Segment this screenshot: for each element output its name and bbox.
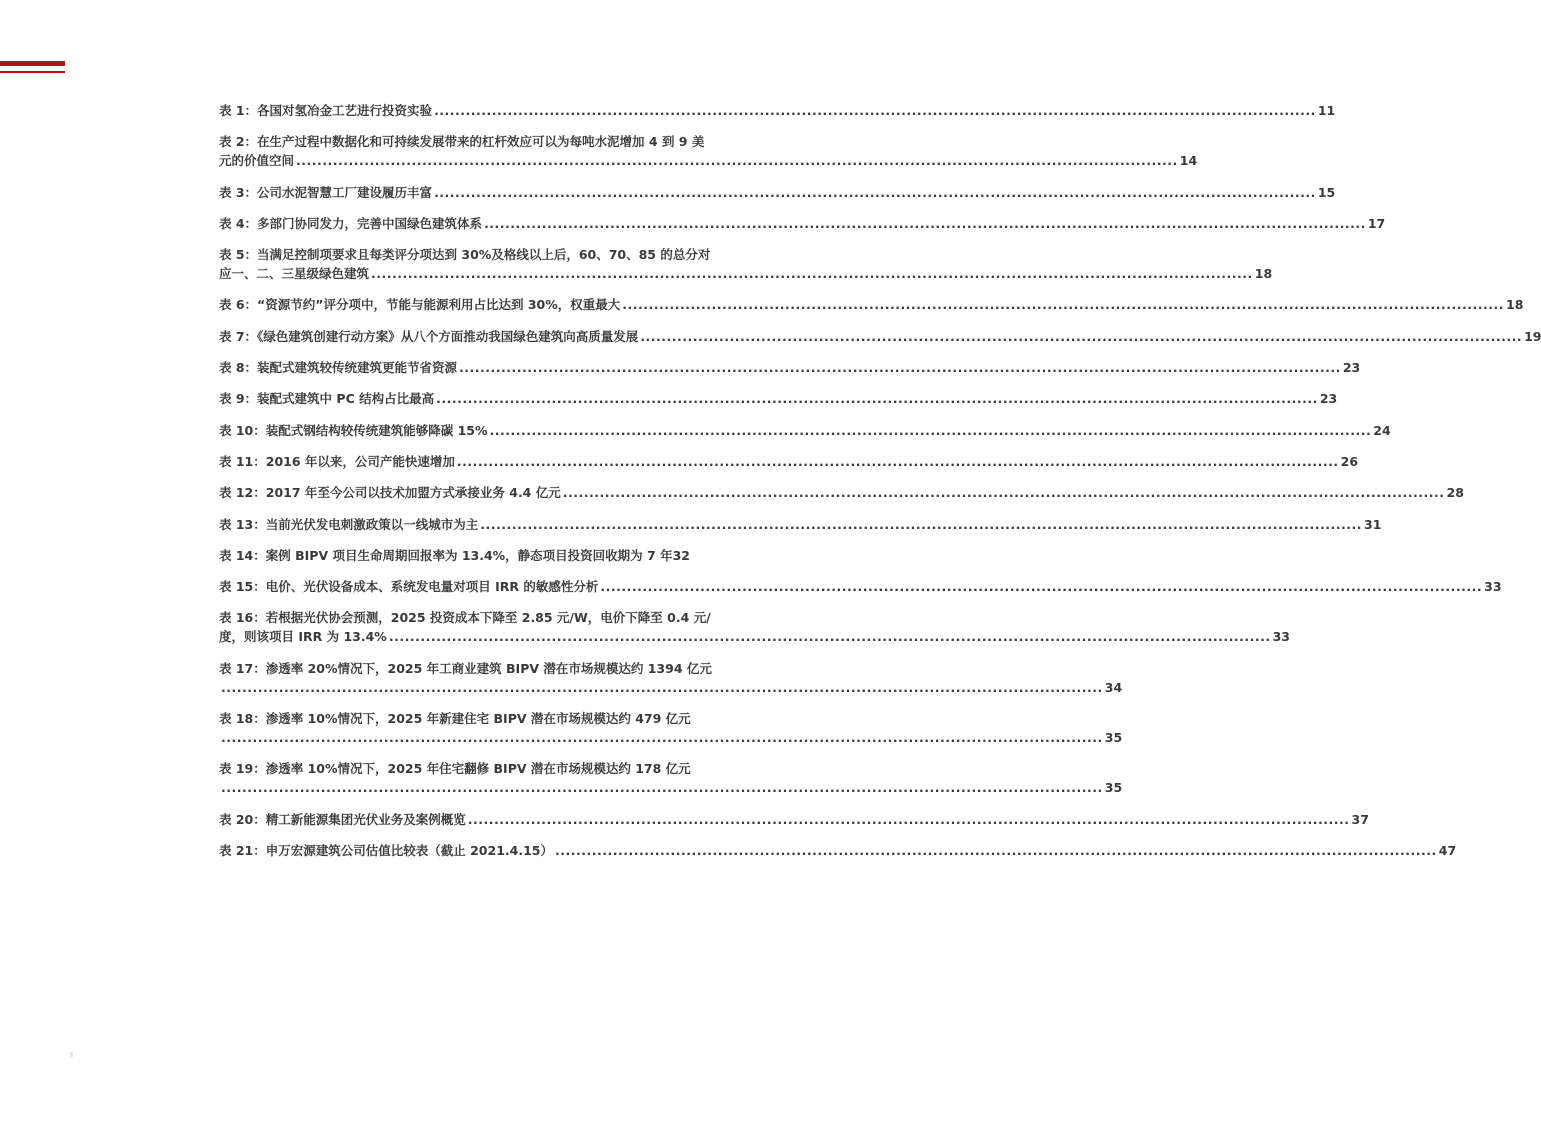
toc-entry[interactable] [219, 759, 1123, 797]
toc-page-number: 26 [1340, 453, 1359, 469]
toc-entry-title: 表 7：《绿色建筑创建行动方案》从八个方面推动我国绿色建筑向高质量发展 [219, 328, 639, 344]
toc-entry[interactable] [219, 577, 1502, 596]
toc-entry[interactable] [219, 810, 1369, 829]
toc-entry-title: 表 14：案例 BIPV 项目生命周期回报率为 13.4%，静态项目投资回收期为 7 年 [219, 547, 673, 563]
toc-leader-dots [555, 841, 1437, 860]
toc-entry[interactable] [219, 214, 1386, 233]
table-of-tables [219, 101, 1541, 872]
toc-entry-title: 表 20：精工新能源集团光伏业务及案例概览 [219, 811, 466, 827]
page-footer-mark [70, 1052, 73, 1057]
toc-entry-title: 表 11：2016 年以来，公司产能快速增加 [219, 453, 455, 469]
toc-page-number: 35 [1104, 780, 1123, 796]
toc-entry-title: 表 12：2017 年至今公司以技术加盟方式承接业务 4.4 亿元 [219, 485, 561, 501]
toc-page-number: 17 [1367, 215, 1386, 231]
toc-leader-dots [434, 183, 1316, 202]
toc-page-number: 23 [1319, 391, 1338, 407]
toc-entry-title-continued: 应一、二、三星级绿色建筑 [219, 266, 370, 282]
toc-entry-title: 表 21：申万宏源建筑公司估值比较表（截止 2021.4.15） [219, 842, 553, 858]
toc-leader-dots [434, 101, 1316, 120]
toc-page-number: 35 [1104, 730, 1123, 746]
header-accent-line [0, 71, 65, 73]
toc-entry-title: 表 13：当前光伏发电刺激政策以一线城市为主 [219, 516, 479, 532]
toc-page-number: 11 [1317, 103, 1336, 118]
toc-entry-title: 表 5：当满足控制项要求且每类评分项达到 30%及格线以上后，60、70、85 的总分对 [219, 247, 711, 263]
toc-leader-dots [457, 452, 1339, 471]
toc-leader-dots [221, 678, 1103, 697]
toc-page-number: 32 [672, 547, 690, 563]
toc-leader-dots [600, 577, 1482, 596]
toc-entry[interactable] [219, 327, 1541, 346]
toc-entry[interactable] [219, 295, 1524, 314]
toc-entry-title: 表 16：若根据光伏协会预测，2025 投资成本下降至 2.85 元/W，电价下降至 0.4 元/ [219, 610, 711, 626]
header-accent-bar [0, 61, 65, 66]
toc-entry-title: 表 3：公司水泥智慧工厂建设履历丰富 [219, 184, 433, 200]
toc-entry-title: 表 18：渗透率 10%情况下，2025 年新建住宅 BIPV 潜在市场规模达约 479 亿元 [219, 711, 691, 727]
toc-leader-dots [389, 627, 1271, 646]
toc-entry[interactable] [219, 183, 1336, 202]
toc-entry[interactable] [219, 515, 1382, 534]
toc-entry[interactable] [219, 389, 1338, 408]
toc-page-number: 19 [1524, 328, 1541, 344]
toc-leader-dots [490, 421, 1372, 440]
toc-entry-title: 表 1：各国对氢冶金工艺进行投资实验 [219, 103, 433, 118]
toc-entry[interactable] [219, 452, 1359, 471]
toc-entry-title: 表 17：渗透率 20%情况下，2025 年工商业建筑 BIPV 潜在市场规模达约 1394 亿元 [219, 660, 712, 676]
toc-entry-title: 表 9：装配式建筑中 PC 结构占比最高 [219, 391, 435, 407]
toc-leader-dots [221, 778, 1103, 797]
toc-entry-title: 表 10：装配式钢结构较传统建筑能够降碳 15% [219, 422, 488, 438]
toc-page-number: 33 [1484, 579, 1502, 595]
toc-entry-title: 表 15：电价、光伏设备成本、系统发电量对项目 IRR 的敏感性分析 [219, 579, 599, 595]
toc-leader-dots [436, 389, 1318, 408]
toc-entry[interactable] [219, 709, 1123, 747]
toc-leader-dots [468, 810, 1350, 829]
toc-entry[interactable] [219, 608, 1290, 646]
toc-page-number: 23 [1342, 360, 1361, 376]
toc-entry[interactable] [219, 132, 1198, 170]
toc-page-number: 37 [1351, 811, 1369, 827]
toc-page-number: 33 [1272, 629, 1290, 645]
toc-page-number: 31 [1364, 516, 1382, 532]
toc-leader-dots [459, 358, 1341, 377]
toc-page-number: 24 [1373, 422, 1391, 438]
toc-page-number: 47 [1438, 842, 1457, 858]
toc-entry[interactable] [219, 659, 1123, 697]
toc-entry-title: 表 2：在生产过程中数据化和可持续发展带来的杠杆效应可以为每吨水泥增加 4 到 9 美 [219, 134, 705, 150]
toc-page-number: 18 [1254, 266, 1273, 282]
toc-page-number: 28 [1446, 485, 1464, 501]
toc-entry[interactable] [219, 245, 1273, 283]
toc-entry-title: 表 6：“资源节约”评分项中，节能与能源利用占比达到 30%，权重最大 [219, 297, 621, 313]
toc-leader-dots [296, 151, 1178, 170]
toc-entry[interactable] [219, 101, 1336, 120]
toc-leader-dots [484, 214, 1366, 233]
toc-entry-title-continued: 度，则该项目 IRR 为 13.4% [219, 629, 387, 645]
toc-entry-title-continued: 元的价值空间 [219, 153, 295, 169]
toc-entry[interactable] [219, 841, 1457, 860]
toc-page-number: 18 [1506, 297, 1524, 313]
toc-entry-title: 表 8：装配式建筑较传统建筑更能节省资源 [219, 360, 458, 376]
toc-page-number: 15 [1317, 184, 1336, 200]
toc-entry[interactable] [219, 358, 1361, 377]
toc-entry-title: 表 4：多部门协同发力，完善中国绿色建筑体系 [219, 215, 483, 231]
toc-leader-dots [480, 515, 1362, 534]
toc-page-number: 14 [1179, 153, 1198, 169]
toc-entry[interactable] [219, 483, 1464, 502]
toc-entry-title: 表 19：渗透率 10%情况下，2025 年住宅翻修 BIPV 潜在市场规模达约 178 亿元 [219, 761, 691, 777]
toc-leader-dots [640, 327, 1522, 346]
toc-entry[interactable] [219, 546, 700, 565]
toc-leader-dots [622, 295, 1504, 314]
toc-entry[interactable] [219, 421, 1391, 440]
toc-leader-dots [371, 264, 1253, 283]
toc-leader-dots [221, 728, 1103, 747]
toc-leader-dots [563, 483, 1445, 502]
toc-page-number: 34 [1104, 679, 1123, 695]
